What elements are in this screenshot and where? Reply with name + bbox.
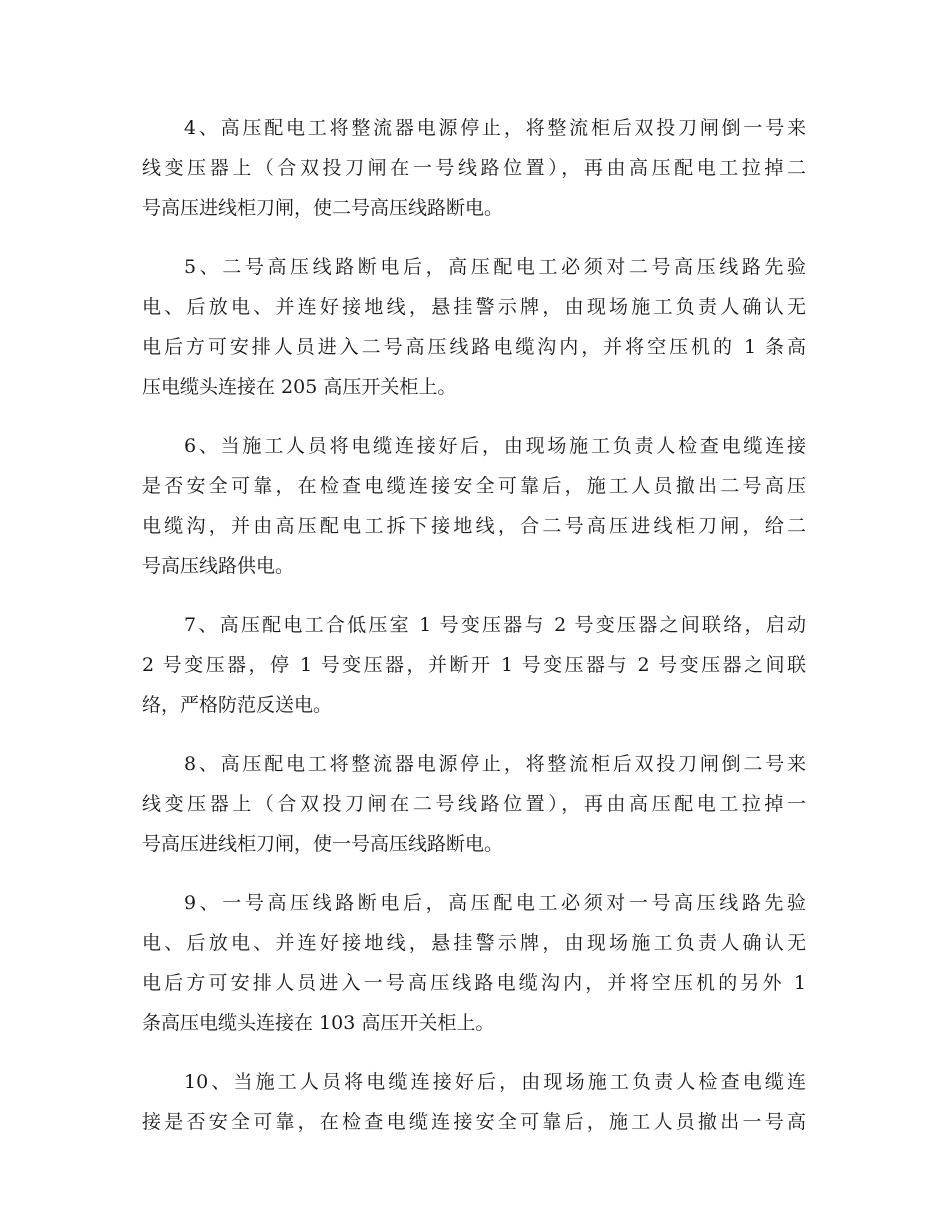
paragraph-line: 线变压器上（合双投刀闸在二号线路位置），再由高压配电工拉掉一 [142,793,806,815]
paragraph-line: 压电缆头连接在 205 高压开关柜上。 [142,376,457,398]
paragraph-step-8 [142,744,806,864]
paragraph-line: 10、当施工人员将电缆连接好后，由现场施工负责人检查电缆连 [184,1071,806,1093]
paragraph-line: 2 号变压器，停 1 号变压器，并断开 1 号变压器与 2 号变压器之间联 [142,654,806,676]
paragraph-step-10 [142,1062,806,1142]
paragraph-step-7 [142,605,806,725]
paragraph-line: 电后方可安排人员进入一号高压线路电缆沟内，并将空压机的另外 1 [142,972,806,994]
paragraph-step-5 [142,247,806,407]
paragraph-line: 8、高压配电工将整流器电源停止，将整流柜后双投刀闸倒二号来 [184,753,806,775]
paragraph-line: 电、后放电、并连好接地线，悬挂警示牌，由现场施工负责人确认无 [142,932,806,954]
paragraph-line: 9、一号高压线路断电后，高压配电工必须对一号高压线路先验 [184,892,806,914]
paragraph-line: 线变压器上（合双投刀闸在一号线路位置），再由高压配电工拉掉二 [142,157,806,179]
paragraph-line: 号高压进线柜刀闸，使二号高压线路断电。 [142,197,504,219]
paragraph-step-9 [142,883,806,1043]
paragraph-line: 7、高压配电工合低压室 1 号变压器与 2 号变压器之间联络，启动 [184,614,806,636]
paragraph-line: 电缆沟，并由高压配电工拆下接地线，合二号高压进线柜刀闸，给二 [142,515,806,537]
paragraph-line: 络，严格防范反送电。 [142,694,333,716]
paragraph-line: 接是否安全可靠，在检查电缆连接安全可靠后，施工人员撤出一号高 [142,1111,806,1133]
paragraph-line: 6、当施工人员将电缆连接好后，由现场施工负责人检查电缆连接 [184,435,806,457]
paragraph-step-4 [142,108,806,228]
paragraph-line: 5、二号高压线路断电后，高压配电工必须对二号高压线路先验 [184,256,806,278]
paragraph-step-6 [142,426,806,586]
paragraph-line: 是否安全可靠，在检查电缆连接安全可靠后，施工人员撤出二号高压 [142,475,806,497]
paragraph-line: 号高压线路供电。 [142,555,295,577]
paragraph-line: 4、高压配电工将整流器电源停止，将整流柜后双投刀闸倒一号来 [184,117,806,139]
paragraph-line: 号高压进线柜刀闸，使一号高压线路断电。 [142,833,504,855]
document-body [142,108,806,1161]
paragraph-line: 条高压电缆头连接在 103 高压开关柜上。 [142,1012,495,1034]
paragraph-line: 电后方可安排人员进入二号高压线路电缆沟内，并将空压机的 1 条高 [142,336,806,358]
paragraph-line: 电、后放电、并连好接地线，悬挂警示牌，由现场施工负责人确认无 [142,296,806,318]
